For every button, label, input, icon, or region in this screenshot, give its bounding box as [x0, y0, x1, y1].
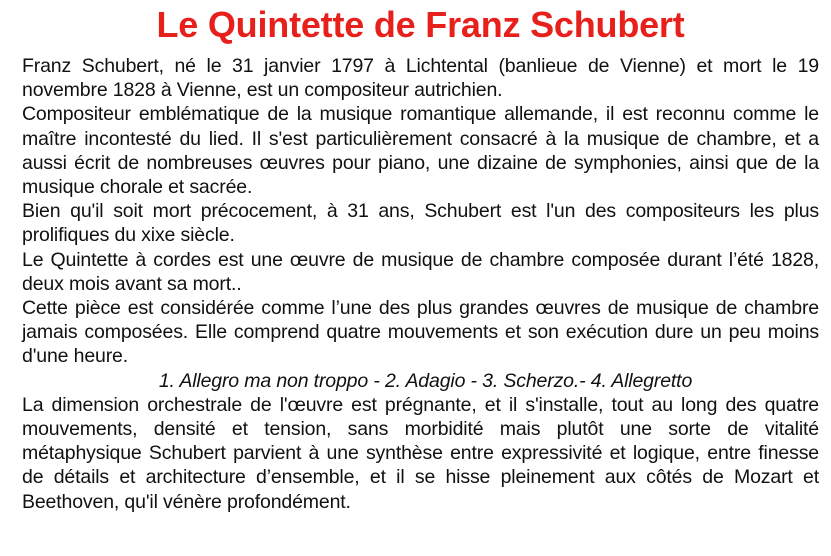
- movements-list: 1. Allegro ma non troppo - 2. Adagio - 3. Scherzo.- 4. Allegretto: [158, 369, 693, 392]
- paragraph-masterpiece: Cette pièce est considérée comme l’une des plus grandes œuvres de musique de chambre jamais composées. Elle comprend quatre mouvements et son exécution dure un peu moins d'une heure.: [22, 297, 819, 368]
- paragraph-biography: Franz Schubert, né le 31 janvier 1797 à Lichtental (banlieue de Vienne) et mort le 19 novembre 1828 à Vienne, est un compositeur autrichien.: [22, 55, 819, 102]
- article-body: [22, 54, 819, 514]
- paragraph-quintet: Le Quintette à cordes est une œuvre de musique de chambre composée durant l’été 1828, deux mois avant sa mort..: [22, 248, 819, 295]
- paragraph-composer: Compositeur emblématique de la musique romantique allemande, il est reconnu comme le maître incontesté du lied. Il s'est particulièrement consacré à la musique de chambre, et a aussi écrit de nombreuses œuvres pour piano, une dizaine de symphonies, ainsi que de la musique chorale et sacrée.: [22, 103, 819, 199]
- page-title: Le Quintette de Franz Schubert: [156, 4, 685, 45]
- paragraph-closing: La dimension orchestrale de l'œuvre est prégnante, et il s'installe, tout au long des quatre mouvements, densité et tension, sans morbidité mais plutôt une sorte de vitalité métaphysique Schubert parvient à une synthèse entre expressivité et logique, entre finesse de détails et architecture d’ensemble, et il se hisse pleinement aux côtés de Mozart et Beethoven, qu'il vénère profondément.: [22, 393, 819, 513]
- paragraph-prolific: Bien qu'il soit mort précocement, à 31 ans, Schubert est l'un des compositeurs les plus prolifiques du xixe siècle.: [22, 200, 819, 247]
